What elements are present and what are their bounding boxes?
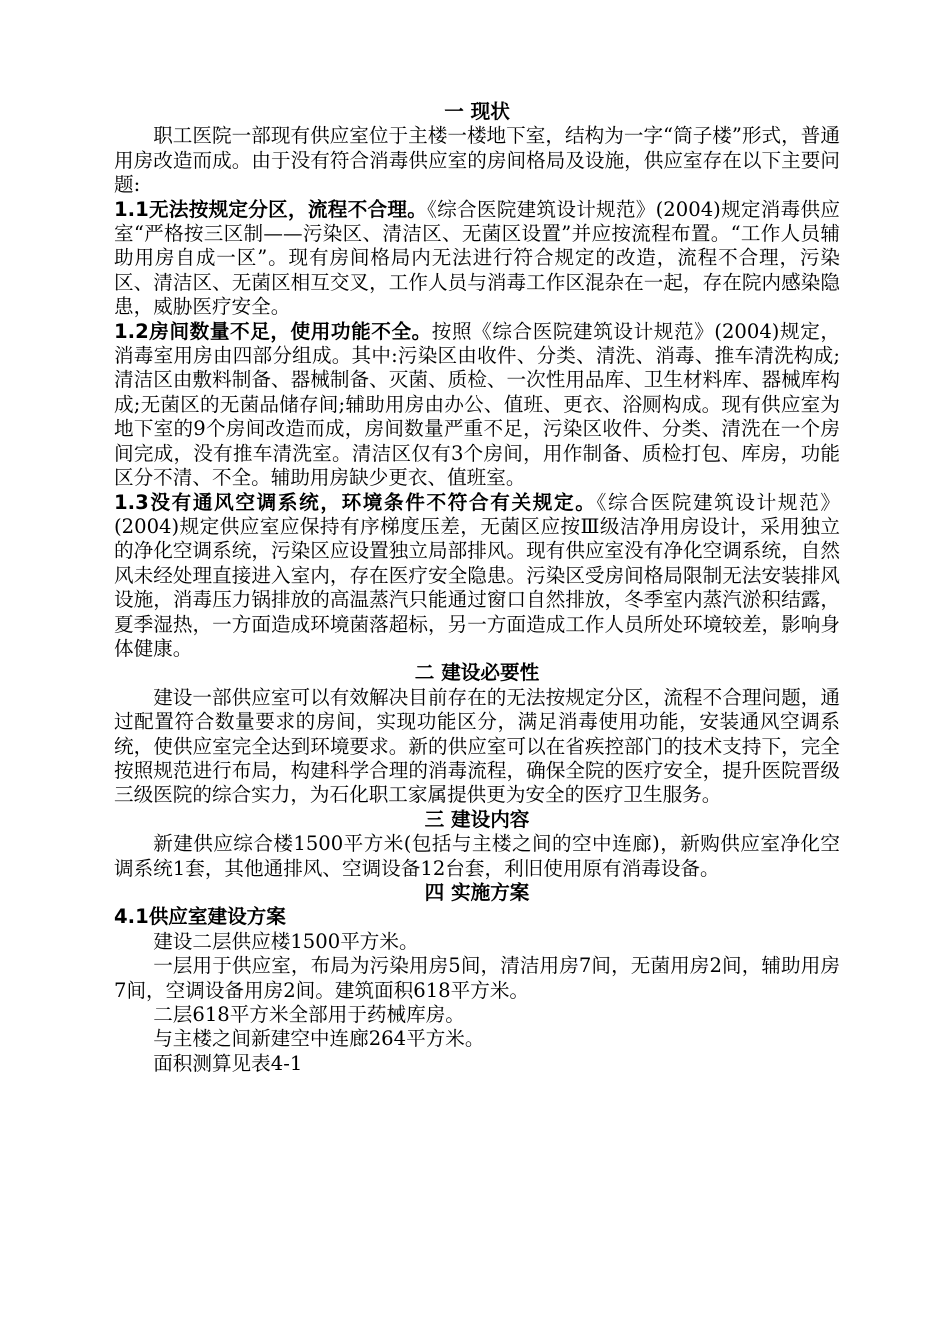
status-item-1 — [114, 198, 840, 320]
plan-paragraph-4: 与主楼之间新建空中连廊264平方米。 — [153, 1027, 485, 1051]
status-intro-paragraph: 职工医院一部现有供应室位于主楼一楼地下室，结构为一字“筒子楼”形式，普通用房改造而成。由于没有符合消毒供应室的房间格局及设施，供应室存在以下主要问题: — [114, 124, 840, 197]
plan-paragraph-5: 面积测算见表4-1 — [153, 1051, 303, 1075]
content-paragraph: 新建供应综合楼1500平方米(包括与主楼之间的空中连廊)，新购供应室净化空调系统1套，其他通排风、空调设备12台套，利旧使用原有消毒设备。 — [114, 832, 840, 880]
plan-paragraph-3: 二层618平方米全部用于药械库房。 — [153, 1003, 465, 1027]
status-item-1-heading: 1.1无法按规定分区，流程不合理。 — [114, 197, 428, 221]
status-item-2-text: 按照《综合医院建筑设计规范》(2004)规定，消毒室用房由四部分组成。其中:污染区由收件、分类、清洗、消毒、推车清洗构成;清洁区由敷料制备、器械制备、灭菌、质检、一次性用品库、卫生材料库、器械库构成;无菌区的无菌品储存间;辅助用房由办公、值班、更衣、浴厕构成。现有供应室为地下室的9个房间改造而成，房间数量严重不足，污染区收件、分类、清洗在一个房间完成，没有推车清洗室。清洁区仅有3个房间，用作制备、质检打包、库房，功能区分不清、不全。辅助用房缺少更衣、值班室。 — [114, 319, 840, 490]
status-item-3 — [114, 491, 840, 662]
status-item-3-text: 《综合医院建筑设计规范》(2004)规定供应室应保持有序梯度压差，无菌区应按Ⅲ级洁净用房设计，采用独立的净化空调系统，污染区应设置独立局部排风。现有供应室没有净化空调系统，自然风未经处理直接进入室内，存在医疗安全隐患。污染区受房间格局限制无法安装排风设施，消毒压力锅排放的高温蒸汽只能通过窗口自然排放，冬季室内蒸汽淤积结露，夏季湿热，一方面造成环境菌落超标，另一方面造成工作人员所处环境较差，影响身体健康。 — [114, 490, 841, 660]
necessity-paragraph: 建设一部供应室可以有效解决目前存在的无法按规定分区，流程不合理问题，通过配置符合数量要求的房间，实现功能区分，满足消毒使用功能，安装通风空调系统，使供应室完全达到环境要求。新的供应室可以在省疾控部门的技术支持下，完全按照规范进行布局，构建科学合理的消毒流程，确保全院的医疗安全，提升医院晋级三级医院的综合实力，为石化职工家属提供更为安全的医疗卫生服务。 — [114, 685, 840, 807]
status-item-1-text: 《综合医院建筑设计规范》(2004)规定消毒供应室“严格按三区制——污染区、清洁区、无菌区设置”并应按流程布置。“工作人员辅助用房自成一区”。现有房间格局内无法进行符合规定的改造，流程不合理，污染区、清洁区、无菌区相互交叉，工作人员与消毒工作区混杂在一起，存在院内感染隐患，威胁医疗安全。 — [114, 197, 840, 319]
document-page — [114, 100, 840, 1076]
section-title-content: 三 建设内容 — [424, 807, 530, 831]
plan-paragraph-1: 建设二层供应楼1500平方米。 — [153, 929, 419, 953]
plan-paragraph-2: 一层用于供应室，布局为污染用房5间，清洁用房7间，无菌用房2间，辅助用房7间，空调设备用房2间。建筑面积618平方米。 — [114, 954, 840, 1002]
status-item-2-heading: 1.2房间数量不足，使用功能不全。 — [114, 319, 432, 343]
subsection-title-supply-room: 4.1供应室建设方案 — [114, 905, 286, 929]
section-title-necessity: 二 建设必要性 — [414, 661, 540, 685]
status-item-2 — [114, 320, 840, 491]
status-item-3-heading: 1.3没有通风空调系统，环境条件不符合有关规定。 — [114, 490, 597, 514]
section-title-plan: 四 实施方案 — [424, 881, 530, 904]
section-title-status: 一 现状 — [444, 100, 510, 123]
